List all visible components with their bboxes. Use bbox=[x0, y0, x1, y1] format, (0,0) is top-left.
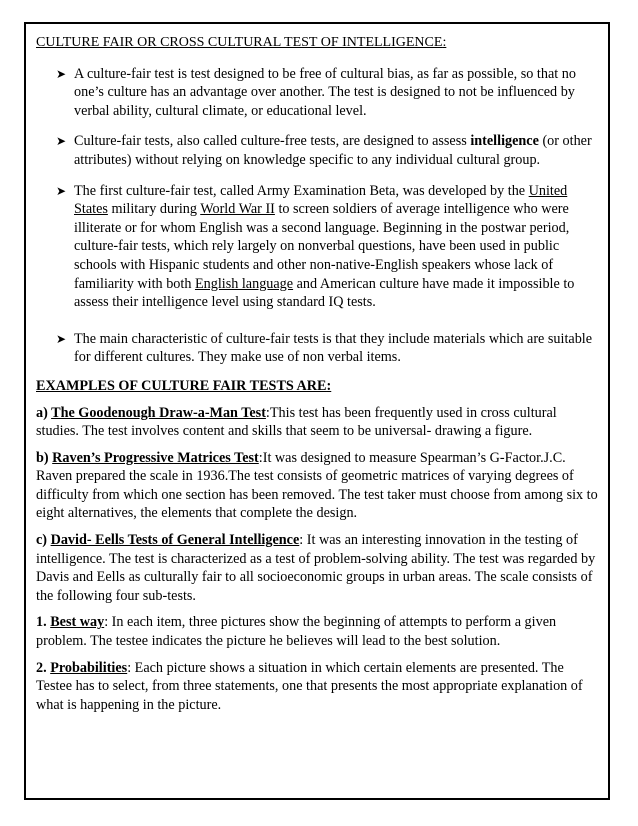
subtest-prefix: 1. bbox=[36, 614, 51, 631]
arrow-bullet-icon: ➤ bbox=[56, 183, 67, 198]
bullet-text: The main characteristic of culture-fair tests is that they include materials which are suitable for different cultures. They make use of non verbal items. bbox=[74, 330, 593, 366]
subtest-prefix: 2. bbox=[36, 659, 51, 676]
example-prefix: c) bbox=[36, 532, 51, 549]
bullet-item bbox=[36, 182, 598, 312]
title-text: CULTURE FAIR OR CROSS CULTURAL TEST OF INTELLIGENCE bbox=[36, 35, 443, 50]
example-text: : It was an interesting innovation in the testing of intelligence. The test is characterized as a test of problem-solving ability. The test was regarded by Davis and Eells as culturally fair to all socioeconomic groups in urban areas. The scale consists of the following four sub-tests. bbox=[36, 532, 596, 604]
english-language-link[interactable]: English language bbox=[194, 275, 294, 292]
bullet-text bbox=[74, 182, 598, 312]
arrow-bullet-icon: ➤ bbox=[56, 331, 67, 346]
example-c bbox=[36, 531, 598, 605]
intelligence-term: intelligence bbox=[470, 133, 539, 150]
united-states-link[interactable]: United States bbox=[74, 182, 568, 218]
bullet-text-part: Culture-fair tests, also called culture-free tests, are designed to assess bbox=[74, 133, 471, 150]
example-text: :This test has been frequently used in cross cultural studies. The test involves content and skills that seem to be universal- drawing a figure. bbox=[36, 404, 557, 440]
page-title bbox=[36, 34, 598, 53]
example-b bbox=[36, 449, 598, 523]
bullet-text-part: and American culture have made it impossible to assess their intelligence level using standard IQ tests. bbox=[74, 275, 575, 311]
bullet-text bbox=[74, 132, 598, 169]
bullet-text-part: The first culture-fair test, called Army Examination Beta, was developed by the bbox=[74, 182, 529, 199]
bullet-item bbox=[36, 330, 598, 367]
example-name: Raven’s Progressive Matrices Test bbox=[52, 449, 259, 466]
bullet-text-part: military during bbox=[107, 201, 201, 218]
title-colon: : bbox=[442, 35, 447, 50]
example-name: David- Eells Tests of General Intelligence bbox=[50, 532, 300, 549]
examples-heading bbox=[36, 377, 598, 396]
example-a bbox=[36, 404, 598, 441]
bullet-text: A culture-fair test is test designed to be free of cultural bias, as far as possible, so that no one’s culture has an advantage over another. The test is designed to not be influenced by verbal ability, cultural climate, or educational level. bbox=[74, 65, 576, 119]
subtest-text: : Each picture shows a situation in which certain elements are presented. The Testee has to select, from three statements, one that presents the most appropriate explanation of what is happening in the picture. bbox=[36, 659, 583, 713]
arrow-bullet-icon: ➤ bbox=[56, 134, 67, 149]
example-name: The Goodenough Draw-a-Man Test bbox=[51, 404, 266, 421]
examples-heading-colon: : bbox=[326, 377, 332, 394]
bullet-item bbox=[36, 132, 598, 169]
bullet-item bbox=[36, 65, 598, 121]
subtest-1 bbox=[36, 613, 598, 650]
bullet-text-part: (or other attributes) without relying on knowledge specific to any individual cultural group. bbox=[74, 133, 592, 168]
bullet-text-part: to screen soldiers of average intelligence who were illiterate or for whom English was a second language. Beginning in the postwar period, culture-fair tests, which rely largely on nonverbal questions, have been used in public schools with Hispanic students and other non-native-English speakers whose lack of familiarity with both bbox=[74, 201, 570, 292]
example-prefix: b) bbox=[36, 449, 53, 466]
example-text: :It was designed to measure Spearman’s G-Factor.J.C. Raven prepared the scale in 1936.The test consists of geometric matrices of varying degrees of difficulty from which one section has been removed. The test taker must choose from among six to eight alternatives, the elements that complete the design. bbox=[36, 449, 598, 522]
arrow-bullet-icon: ➤ bbox=[56, 66, 67, 81]
example-prefix: a) bbox=[36, 404, 52, 421]
world-war-ii-link[interactable]: World War II bbox=[200, 201, 275, 218]
subtest-text: : In each item, three pictures show the beginning of attempts to perform a given problem. The testee indicates the picture he believes will lead to the best solution. bbox=[36, 614, 557, 650]
examples-heading-text: EXAMPLES OF CULTURE FAIR TESTS ARE bbox=[36, 377, 327, 394]
subtest-2 bbox=[36, 659, 598, 715]
subtest-name: Probabilities bbox=[50, 659, 128, 676]
subtest-name: Best way bbox=[50, 614, 105, 631]
document-body bbox=[36, 34, 598, 722]
